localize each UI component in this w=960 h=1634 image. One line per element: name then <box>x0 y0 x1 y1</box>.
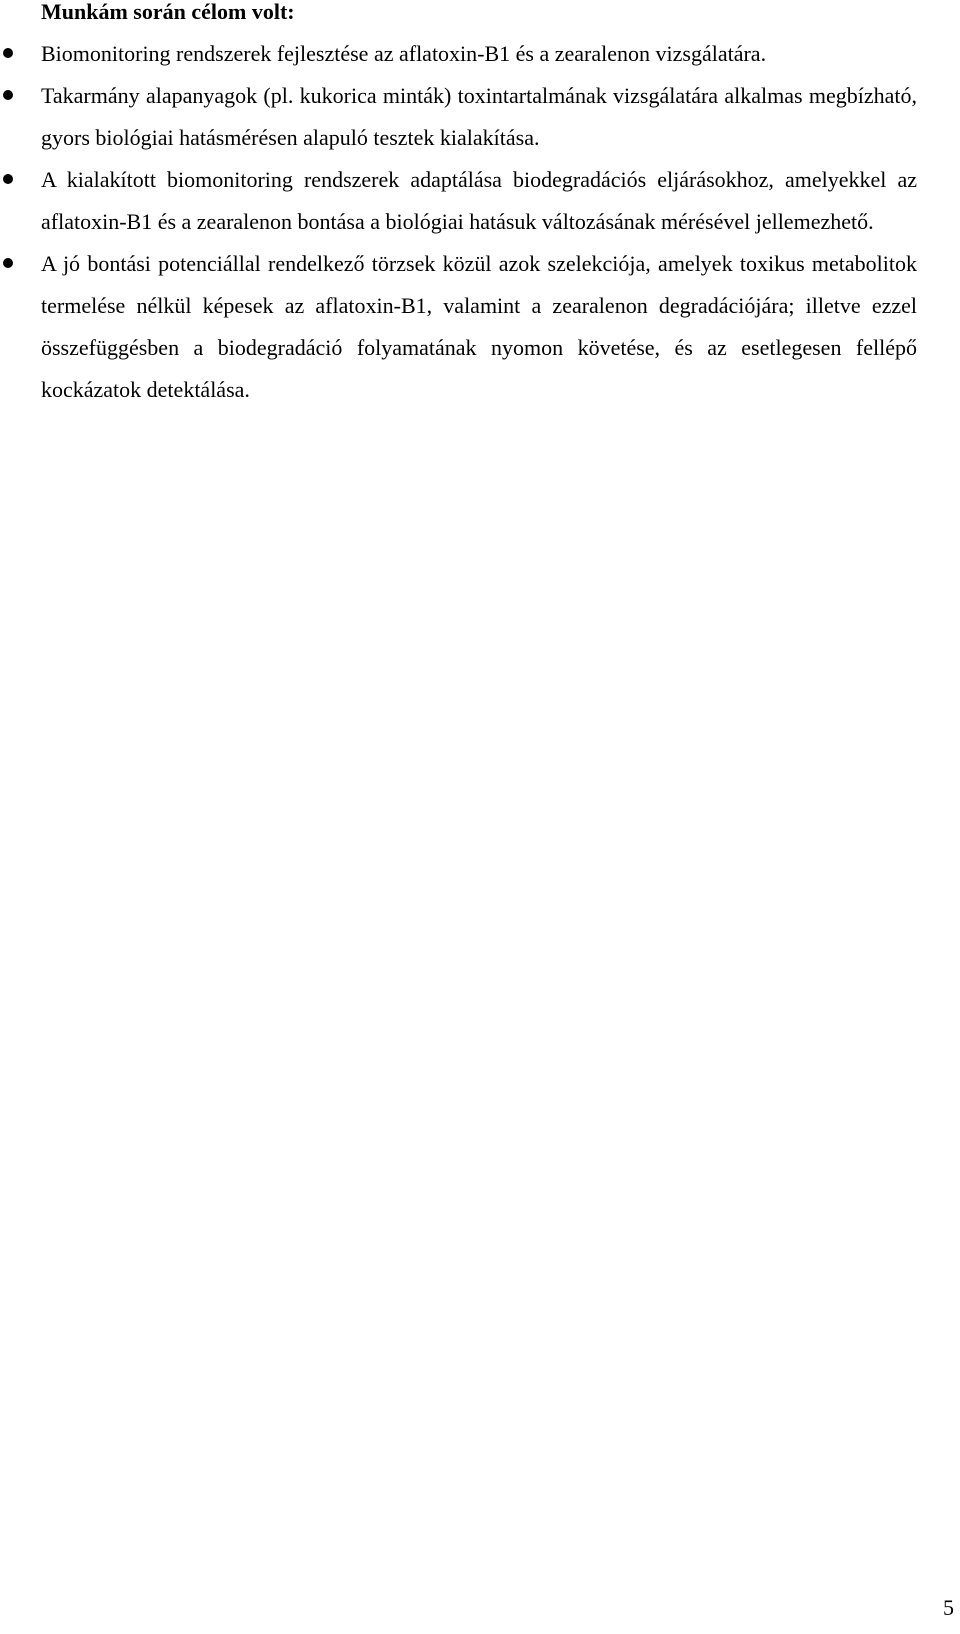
bullet-icon <box>3 174 13 184</box>
bullet-icon <box>3 48 13 58</box>
section-heading: Munkám során célom volt: <box>41 0 295 24</box>
list-item <box>0 75 917 159</box>
bullet-icon <box>3 258 13 268</box>
list-item <box>0 33 917 75</box>
goal-text: A jó bontási potenciállal rendelkező törzsek közül azok szelekciója, amelyek toxikus metabolitok termelése nélkül képesek az aflatoxin-B1, valamint a zearalenon degradációjára; illetve ezzel összefüggésben a biodegradáció folyamatának nyomon követése, és az esetlegesen fellépő kockázatok detektálása. <box>41 251 917 402</box>
goal-list <box>0 33 960 411</box>
list-item <box>0 243 917 411</box>
goal-text: A kialakított biomonitoring rendszerek adaptálása biodegradációs eljárásokhoz, amelyekkel az aflatoxin-B1 és a zearalenon bontása a biológiai hatásuk változásának mérésével jellemezhető. <box>41 167 917 234</box>
page-number: 5 <box>943 1595 954 1620</box>
list-item <box>0 159 917 243</box>
goal-text: Biomonitoring rendszerek fejlesztése az aflatoxin-B1 és a zearalenon vizsgálatára. <box>41 41 767 66</box>
goal-text: Takarmány alapanyagok (pl. kukorica minták) toxintartalmának vizsgálatára alkalmas megbízható, gyors biológiai hatásmérésen alapuló tesztek kialakítása. <box>41 83 917 150</box>
bullet-icon <box>3 90 13 100</box>
